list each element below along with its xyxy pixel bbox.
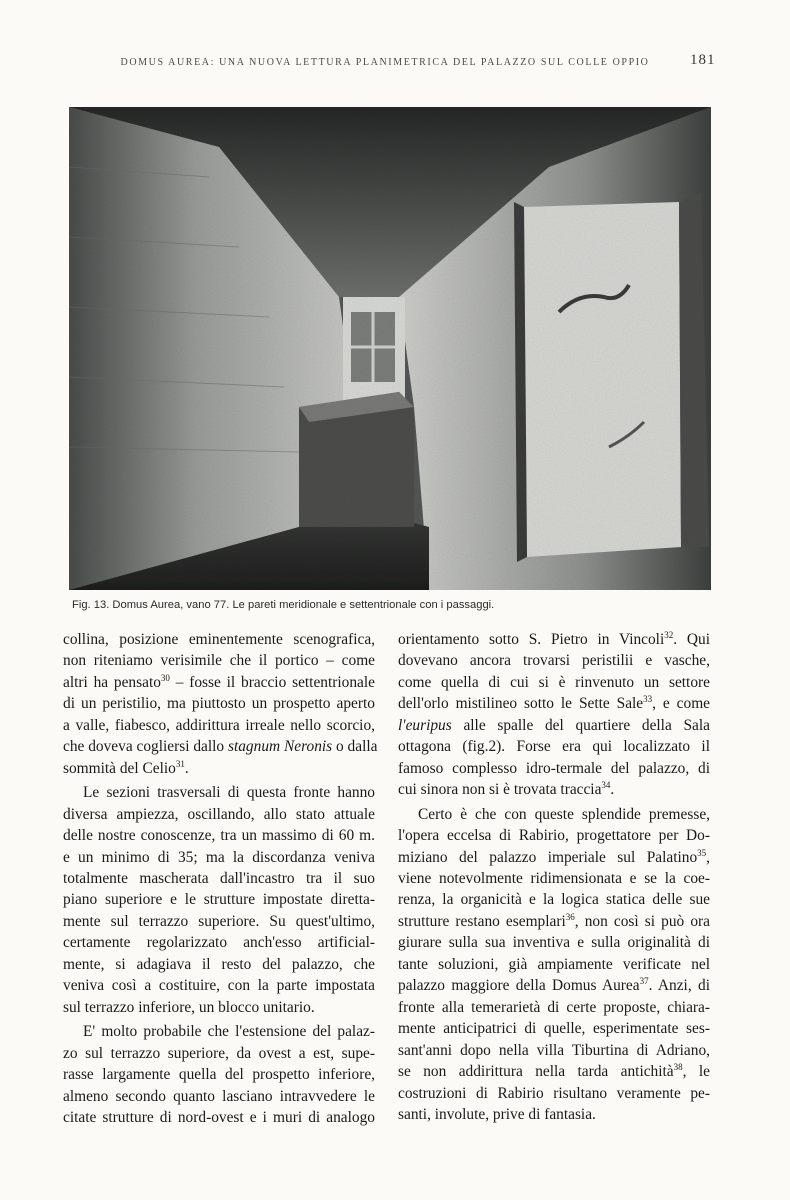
text-line: strutture restano esemplari$^{36}$, non così si può ora: [398, 911, 710, 930]
text-line: a valle, fiabesco, addirittura irreale nello scorcio,: [63, 716, 375, 734]
text-column-left: [63, 629, 378, 1128]
text-line: diversa ampiezza, oscillando, allo stato attuale: [63, 805, 375, 823]
text-line: collina, posizione eminentemente scenografica,: [63, 631, 375, 648]
text-line: zo sul terrazzo superiore, da ovest a est, supe-: [63, 1044, 375, 1062]
text-line: viene notevolmente ridimensionata e se la coe-: [398, 869, 710, 887]
text-line: totalmente mascherata dall'incastro tra il suo: [63, 869, 375, 887]
text-line: sommità del Celio$^{31}$.: [63, 758, 189, 777]
text-line: citate strutture di nord-ovest e i muri di analogo: [63, 1108, 375, 1126]
footnote-ref: 34: [601, 780, 611, 791]
text-line: rasse largamente quella del prospetto inferiore,: [63, 1066, 375, 1084]
corridor-photo: [69, 107, 711, 590]
page-number: 181: [690, 52, 716, 68]
text-line: l'euripus alle spalle del quartiere della Sala: [398, 716, 710, 734]
text-line: ottagona (fig.2). Forse era qui localizzato il: [398, 738, 710, 756]
text-line: Le sezioni trasversali di questa fronte hanno: [83, 784, 375, 802]
footnote-ref: 38: [673, 1062, 683, 1073]
figure-caption: Fig. 13. Domus Aurea, vano 77. Le pareti meridionale e settentrionale con i passaggi.: [72, 599, 495, 611]
text-line: almeno secondo quanto lasciano intravvedere le: [63, 1087, 375, 1105]
text-column-right: [398, 629, 710, 1125]
text-line: palazzo maggiore della Domus Aurea$^{37}$. Anzi, di: [398, 976, 710, 995]
text-line: e un minimo di 35; ma la discordanza veniva: [63, 848, 375, 866]
text-line: Certo è che con queste splendide premesse,: [418, 805, 710, 823]
text-line: giurare sulla sua inventiva e sulla originalità di: [398, 934, 710, 952]
text-line: delle nostre conoscenze, tra un massimo di 60 m.: [63, 827, 375, 845]
text-line: tante soluzioni, già ampiamente verificate nel: [398, 955, 710, 973]
text-line: sant'anni dopo nella villa Tiburtina di Adriano,: [398, 1041, 710, 1059]
text-line: l'opera eccelsa di Rabirio, progettatore per Do-: [398, 827, 710, 845]
figure-photograph: [69, 107, 711, 590]
text-line: mente sul terrazzo superiore. Su quest'ultimo,: [63, 912, 375, 930]
text-line: veniva così a costituire, con la parte impostata: [63, 977, 375, 995]
footnote-ref: 37: [639, 976, 649, 987]
footnote-ref: 31: [175, 758, 185, 769]
text-line: dovevano ancora trovarsi peristilii e vasche,: [398, 652, 710, 670]
text-line: che doveva cogliersi dallo stagnum Neronis o dalla: [63, 738, 378, 756]
footnote-ref: 30: [160, 672, 170, 683]
text-line: dell'orlo mistilineo sotto le Sette Sale$^{33}$, e come: [398, 694, 710, 713]
text-line: piano superiore e le strutture impostate diretta-: [63, 891, 375, 909]
text-line: E' molto probabile che l'estensione del palaz-: [83, 1023, 375, 1041]
text-line: mente, si adagiava il resto del palazzo, che: [63, 955, 375, 973]
text-line: sul terrazzo inferiore, un blocco unitario.: [63, 998, 315, 1016]
text-line: certamente regolarizzato anch'esso artificial-: [63, 934, 375, 952]
text-line: cui sinora non si è trovata traccia$^{34}$.: [398, 780, 615, 799]
text-line: miziano del palazzo imperiale sul Palatino$^{35}$,: [398, 847, 710, 866]
text-line: renza, la organicità e la logica statica delle sue: [398, 891, 710, 909]
text-line: se non addirittura nella tarda antichità$^{38}$, le: [398, 1062, 710, 1081]
text-line: di un peristilio, ma piuttosto un prospetto aperto: [63, 695, 375, 713]
text-line: come quella di cui si è rinvenuto un settore: [398, 673, 710, 691]
text-line: costruzioni di Rabirio risultano veramente pe-: [398, 1084, 710, 1102]
text-line: altri ha pensato$^{30}$ – fosse il braccio settentrionale: [63, 672, 375, 691]
text-line: non riteniamo verisimile che il portico – come: [63, 652, 375, 670]
text-line: mente anticipatrici di quelle, esperimentate ses-: [398, 1020, 710, 1038]
running-head: DOMUS AUREA: UNA NUOVA LETTURA PLANIMETRICA DEL PALAZZO SUL COLLE OPPIO: [120, 57, 650, 68]
footnote-ref: 36: [565, 911, 575, 922]
footnote-ref: 35: [697, 847, 707, 858]
text-line: famoso complesso idro-termale del palazzo, di: [398, 759, 710, 777]
text-line: fronte alla temerarietà di certe proposte, chiara-: [398, 998, 710, 1016]
text-line: orientamento sotto S. Pietro in Vincoli$^{32}$. Qui: [398, 630, 710, 648]
text-line: santi, involute, prive di fantasia.: [398, 1105, 596, 1123]
footnote-ref: 32: [664, 630, 674, 640]
footnote-ref: 33: [643, 694, 653, 705]
